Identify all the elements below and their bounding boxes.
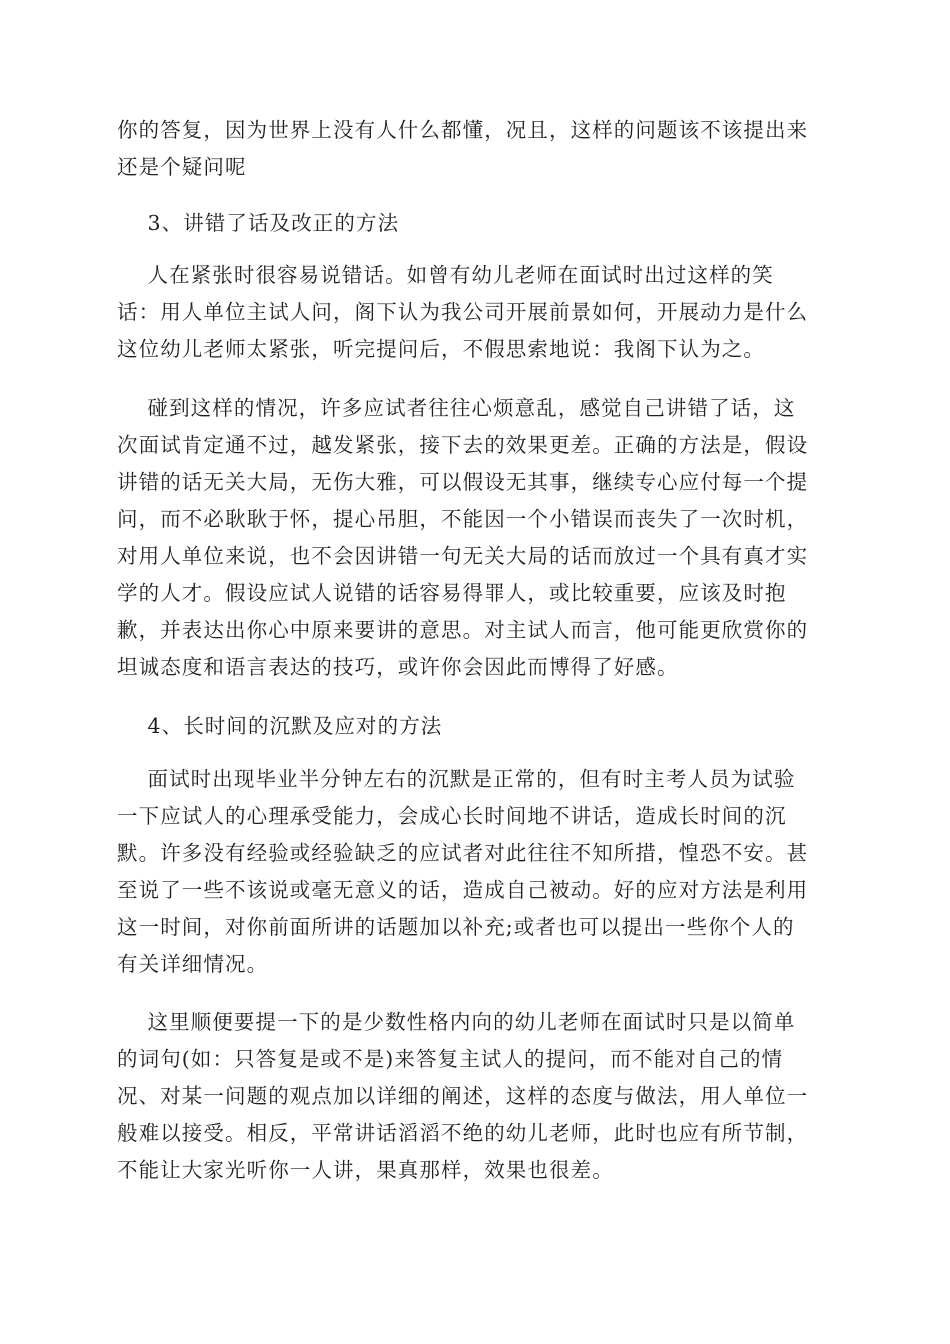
section-heading-3: 3、讲错了话及改正的方法	[117, 211, 400, 235]
section-heading-4: 4、长时间的沉默及应对的方法	[117, 714, 443, 738]
paragraph-handling-mistakes: 碰到这样的情况，许多应试者往往心烦意乱，感觉自己讲错了话，这 次面试肯定通不过，越发紧张，接下去的效果更差。正确的方法是，假设 讲错的话无关大局，无伤大雅，可以假设无其事，继续专心应付每一个提 问，而不必耿耿于怀，提心吊胆，不能因一个小错误而丧失了一次时机， 对用人单位来说，也不会因讲错一句无关大局的话而放过一个具有真才实 学的人才。假设应试人说错的话容易得罪人，或比较重要，应该及时抱 歉，并表达出你心中原来要讲的意思。对主试人而言，他可能更欣赏你的 坦诚态度和语言表达的技巧，或许你会因此而博得了好感。	[117, 396, 809, 679]
paragraph-continuation: 你的答复，因为世界上没有人什么都懂，况且，这样的问题该不该提出来 还是个疑问呢	[117, 118, 809, 179]
paragraph-long-silence: 面试时出现毕业半分钟左右的沉默是正常的，但有时主考人员为试验 一下应试人的心理承受能力，会成心长时间地不讲话，造成长时间的沉 默。许多没有经验或经验缺乏的应试者对此往往不知所措，惶恐不安。甚 至说了一些不该说或毫无意义的话，造成自己被动。好的应对方法是利用 这一时间，对你前面所讲的话题加以补充;或者也可以提出一些你个人的 有关详细情况。	[117, 767, 809, 976]
paragraph-introverted-candidates: 这里顺便要提一下的是少数性格内向的幼儿老师在面试时只是以简单 的词句(如：只答复是或不是)来答复主试人的提问，而不能对自己的情 况、对某一问题的观点加以详细的阐述，这样的态度与做法，用人单位一 般难以接受。相反，平常讲话滔滔不绝的幼儿老师，此时也应有所节制， 不能让大家光听你一人讲，果真那样，效果也很差。	[117, 1010, 809, 1182]
paragraph-nervous-mistakes: 人在紧张时很容易说错话。如曾有幼儿老师在面试时出过这样的笑 话：用人单位主试人问，阁下认为我公司开展前景如何，开展动力是什么 这位幼儿老师太紧张，听完提问后，不假思索地说：我阁下认为之。	[117, 263, 809, 361]
